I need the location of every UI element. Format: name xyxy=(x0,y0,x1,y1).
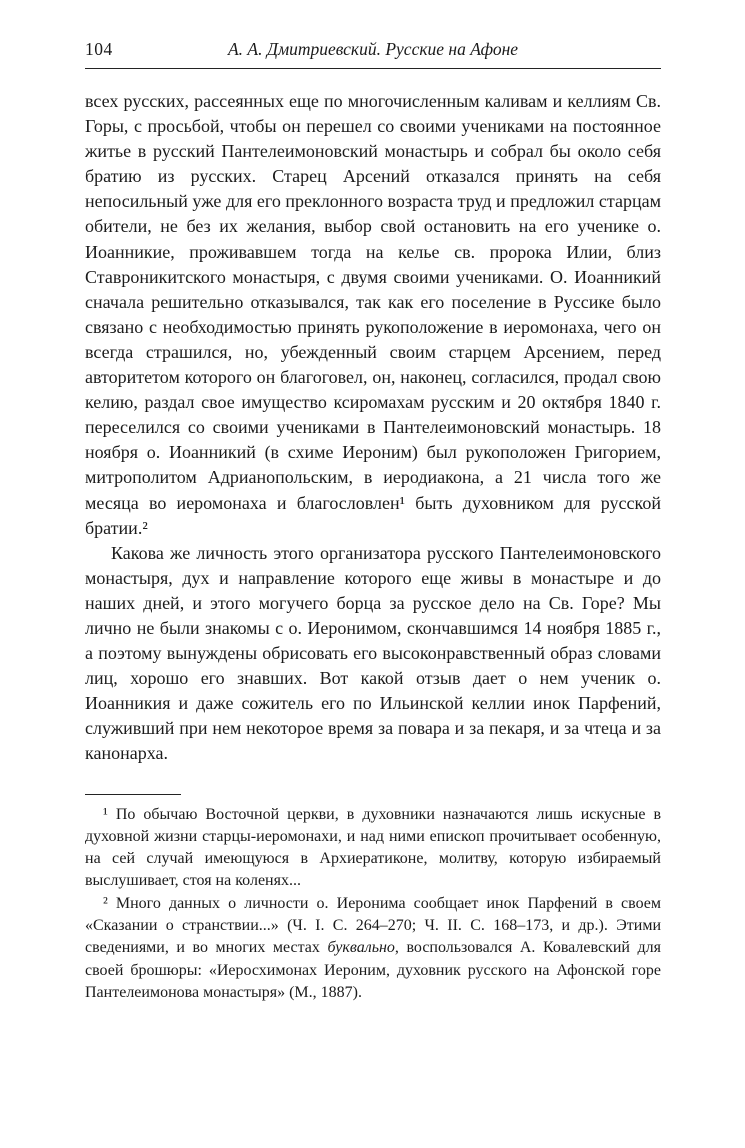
footnote-2-text-pre: ² Много данных о личности о. Иеронима сообщает инок Парфений в своем «Сказании о странствии...» (Ч. I. С. 264–270; Ч. II. С. 168–173, и др.). Этими сведениями, и во многих местах xyxy=(85,894,661,957)
footnote-2-text-post: , воспользовался А. Ковалевский для своей брошюры: «Иеросхимонах Иероним, духовник русского на Афонской горе Пантелеимонова монастыря» (М., 1887). xyxy=(85,939,662,1001)
footnote-2-italic-word: буквально xyxy=(327,939,395,957)
paragraph-1: всех русских, рассеянных еще по многочисленным каливам и келлиям Св. Горы, с просьбой, чтобы он перешел со своими учениками на постоянное житье в русский Пантелеимоновский монастырь и собрал бы около себя братию из русских. Старец Арсений отказался принять на себя непосильный уже для его преклонного возраста труд и предложил старцам обители, не без их желания, выбор свой остановить на его ученике о. Иоанникие, проживавшем тогда на келье св. пророка Илии, близ Ставроникитского монастыря, с двумя своими учениками. О. Иоанникий сначала решительно отказывался, так как его поселение в Руссике было связано с необходимостью принять рукоположение в иеромонаха, чего он всегда страшился, но, убежденный своим старцем Арсением, перед авторитетом которого он благоговел, он, наконец, согласился, продал свою келию, раздал свое имущество ксиромахам русским и 20 октября 1840 г. переселился со своими учениками в Пантелеимоновский монастырь. 18 ноября о. Иоанникий (в схиме Иероним) был рукоположен Григорием, митрополитом Адрианопольским, в иеродиакона, а 21 числа того же месяца во иеромонаха и благословлен¹ быть духовником для русской братии.² xyxy=(85,91,661,538)
page-header xyxy=(85,38,661,69)
footnote-2 xyxy=(85,893,661,1004)
running-title: А. А. Дмитриевский. Русские на Афоне xyxy=(227,39,519,59)
body-text xyxy=(85,69,661,767)
footnotes xyxy=(85,804,661,1005)
footnote-separator xyxy=(85,794,181,795)
paragraph-2: Какова же личность этого организатора русского Пантелеимоновского монастыря, дух и направление которого еще живы в монастыре и до наших дней, и этого могучего борца за русское дело на Св. Горе? Мы лично не были знакомы с о. Иеронимом, скончавшимся 14 ноября 1885 г., а поэтому вынуждены обрисовать его высоконравственный образ словами лиц, хорошо его знавших. Вот какой отзыв дает о нем ученик о. Иоанникия и даже сожитель его по Ильинской келлии инок Парфений, служивший при нем некоторое время за повара и за пекаря, и за чтеца и за канонарха. xyxy=(85,542,661,764)
footnote-1: ¹ По обычаю Восточной церкви, в духовники назначаются лишь искусные в духовной жизни старцы-иеромонахи, и над ними епископ прочитывает особенную, на сей случай имеющуюся в Архиератиконе, молитву, которую избираемый выслушивает, стоя на коленях... xyxy=(85,805,661,890)
page-number: 104 xyxy=(85,39,113,59)
